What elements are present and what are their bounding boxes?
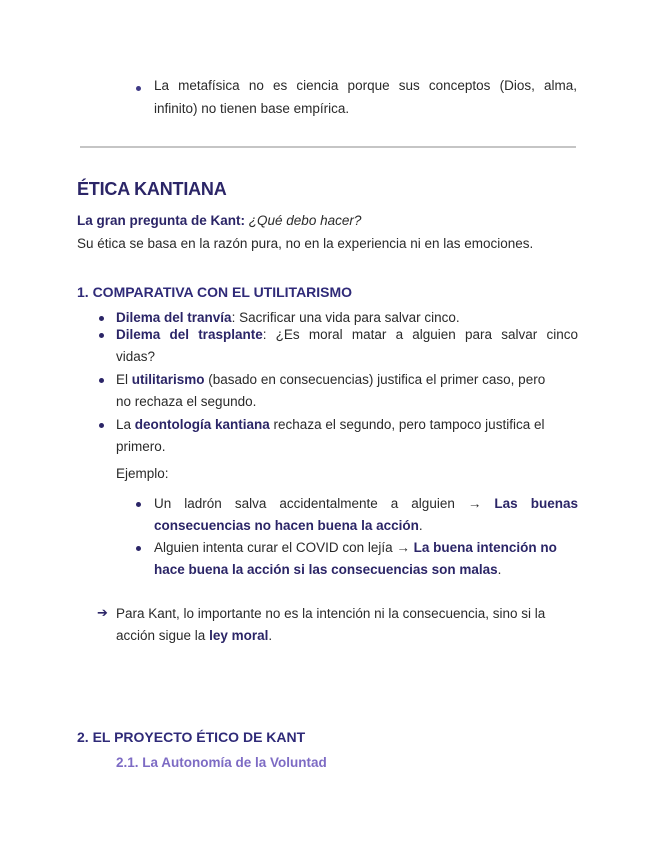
example-item-covid-line2 <box>154 562 501 577</box>
end-covid: . <box>497 562 502 577</box>
example-item-ladron-line2 <box>154 518 423 533</box>
text-utilitarismo: (basado en consecuencias) justifica el primer caso, pero <box>204 372 546 387</box>
subsection-heading-autonomia: 2.1. La Autonomía de la Voluntad <box>116 755 327 770</box>
bullet-dot <box>136 86 141 91</box>
example-item-covid <box>154 540 557 555</box>
bullet-dot <box>99 333 104 338</box>
term-tranvia: Dilema del tranvía <box>116 310 232 325</box>
page-title: ÉTICA KANTIANA <box>77 179 227 199</box>
text-utilitarismo-pre: El <box>116 372 132 387</box>
bullet-dot <box>99 423 104 428</box>
bold-covid-2: hace buena la acción si las consecuencias son malas <box>154 562 498 577</box>
bold-ladron-1: Las buenas <box>494 496 578 511</box>
list-item-trasplante-line2: vidas? <box>116 349 156 364</box>
term-trasplante: Dilema del trasplante <box>116 327 263 342</box>
bullet-dot <box>136 546 141 551</box>
term-utilitarismo: utilitarismo <box>131 372 205 387</box>
horizontal-divider <box>80 146 576 148</box>
bullet-dot <box>136 502 141 507</box>
list-item-utilitarismo <box>116 372 545 387</box>
bullet-dot <box>99 378 104 383</box>
intro-bullet-line2: infinito) no tienen base empírica. <box>154 101 350 116</box>
section-heading-project: 2. EL PROYECTO ÉTICO DE KANT <box>77 729 306 745</box>
example-item-ladron <box>154 496 578 511</box>
text-covid: Alguien intenta curar el COVID con lejía → <box>154 540 410 555</box>
list-item-deontologia <box>116 417 544 432</box>
list-item-tranvia <box>116 310 460 325</box>
conclusion-line1: Para Kant, lo importante no es la intención ni la consecuencia, sino si la <box>116 606 546 621</box>
list-item-deontologia-line2: primero. <box>116 439 166 454</box>
text-ladron: Un ladrón salva accidentalmente a alguien → <box>154 496 482 511</box>
section-heading-comparison: 1. COMPARATIVA CON EL UTILITARISMO <box>77 284 353 300</box>
text-deontologia-pre: La <box>116 417 135 432</box>
example-label: Ejemplo: <box>116 466 169 481</box>
question-label: La gran pregunta de Kant: <box>77 213 246 228</box>
bullet-dot <box>99 316 104 321</box>
conclusion-end: . <box>268 628 273 643</box>
term-ley-moral: ley moral <box>209 628 269 643</box>
intro-bullet-line1: La metafísica no es ciencia porque sus conceptos (Dios, alma, <box>154 78 577 93</box>
bold-ladron-2: consecuencias no hacen buena la acción <box>154 518 419 533</box>
question-line <box>77 213 361 228</box>
conclusion-line2 <box>116 628 272 643</box>
bold-covid-1: La buena intención no <box>413 540 557 555</box>
end-ladron: . <box>418 518 423 533</box>
conclusion-pre: acción sigue la <box>116 628 210 643</box>
text-trasplante: : ¿Es moral matar a alguien para salvar cinco <box>262 327 578 342</box>
text-tranvia: : Sacrificar una vida para salvar cinco. <box>231 310 460 325</box>
text-deontologia: rechaza el segundo, pero tampoco justifica el <box>269 417 545 432</box>
question-text: ¿Qué debo hacer? <box>248 213 362 228</box>
summary-text: Su ética se basa en la razón pura, no en la experiencia ni en las emociones. <box>77 236 534 251</box>
list-item-utilitarismo-line2: no rechaza el segundo. <box>116 394 257 409</box>
arrow-right-icon: ➔ <box>97 605 108 620</box>
term-deontologia: deontología kantiana <box>134 417 270 432</box>
list-item-trasplante <box>116 327 578 342</box>
